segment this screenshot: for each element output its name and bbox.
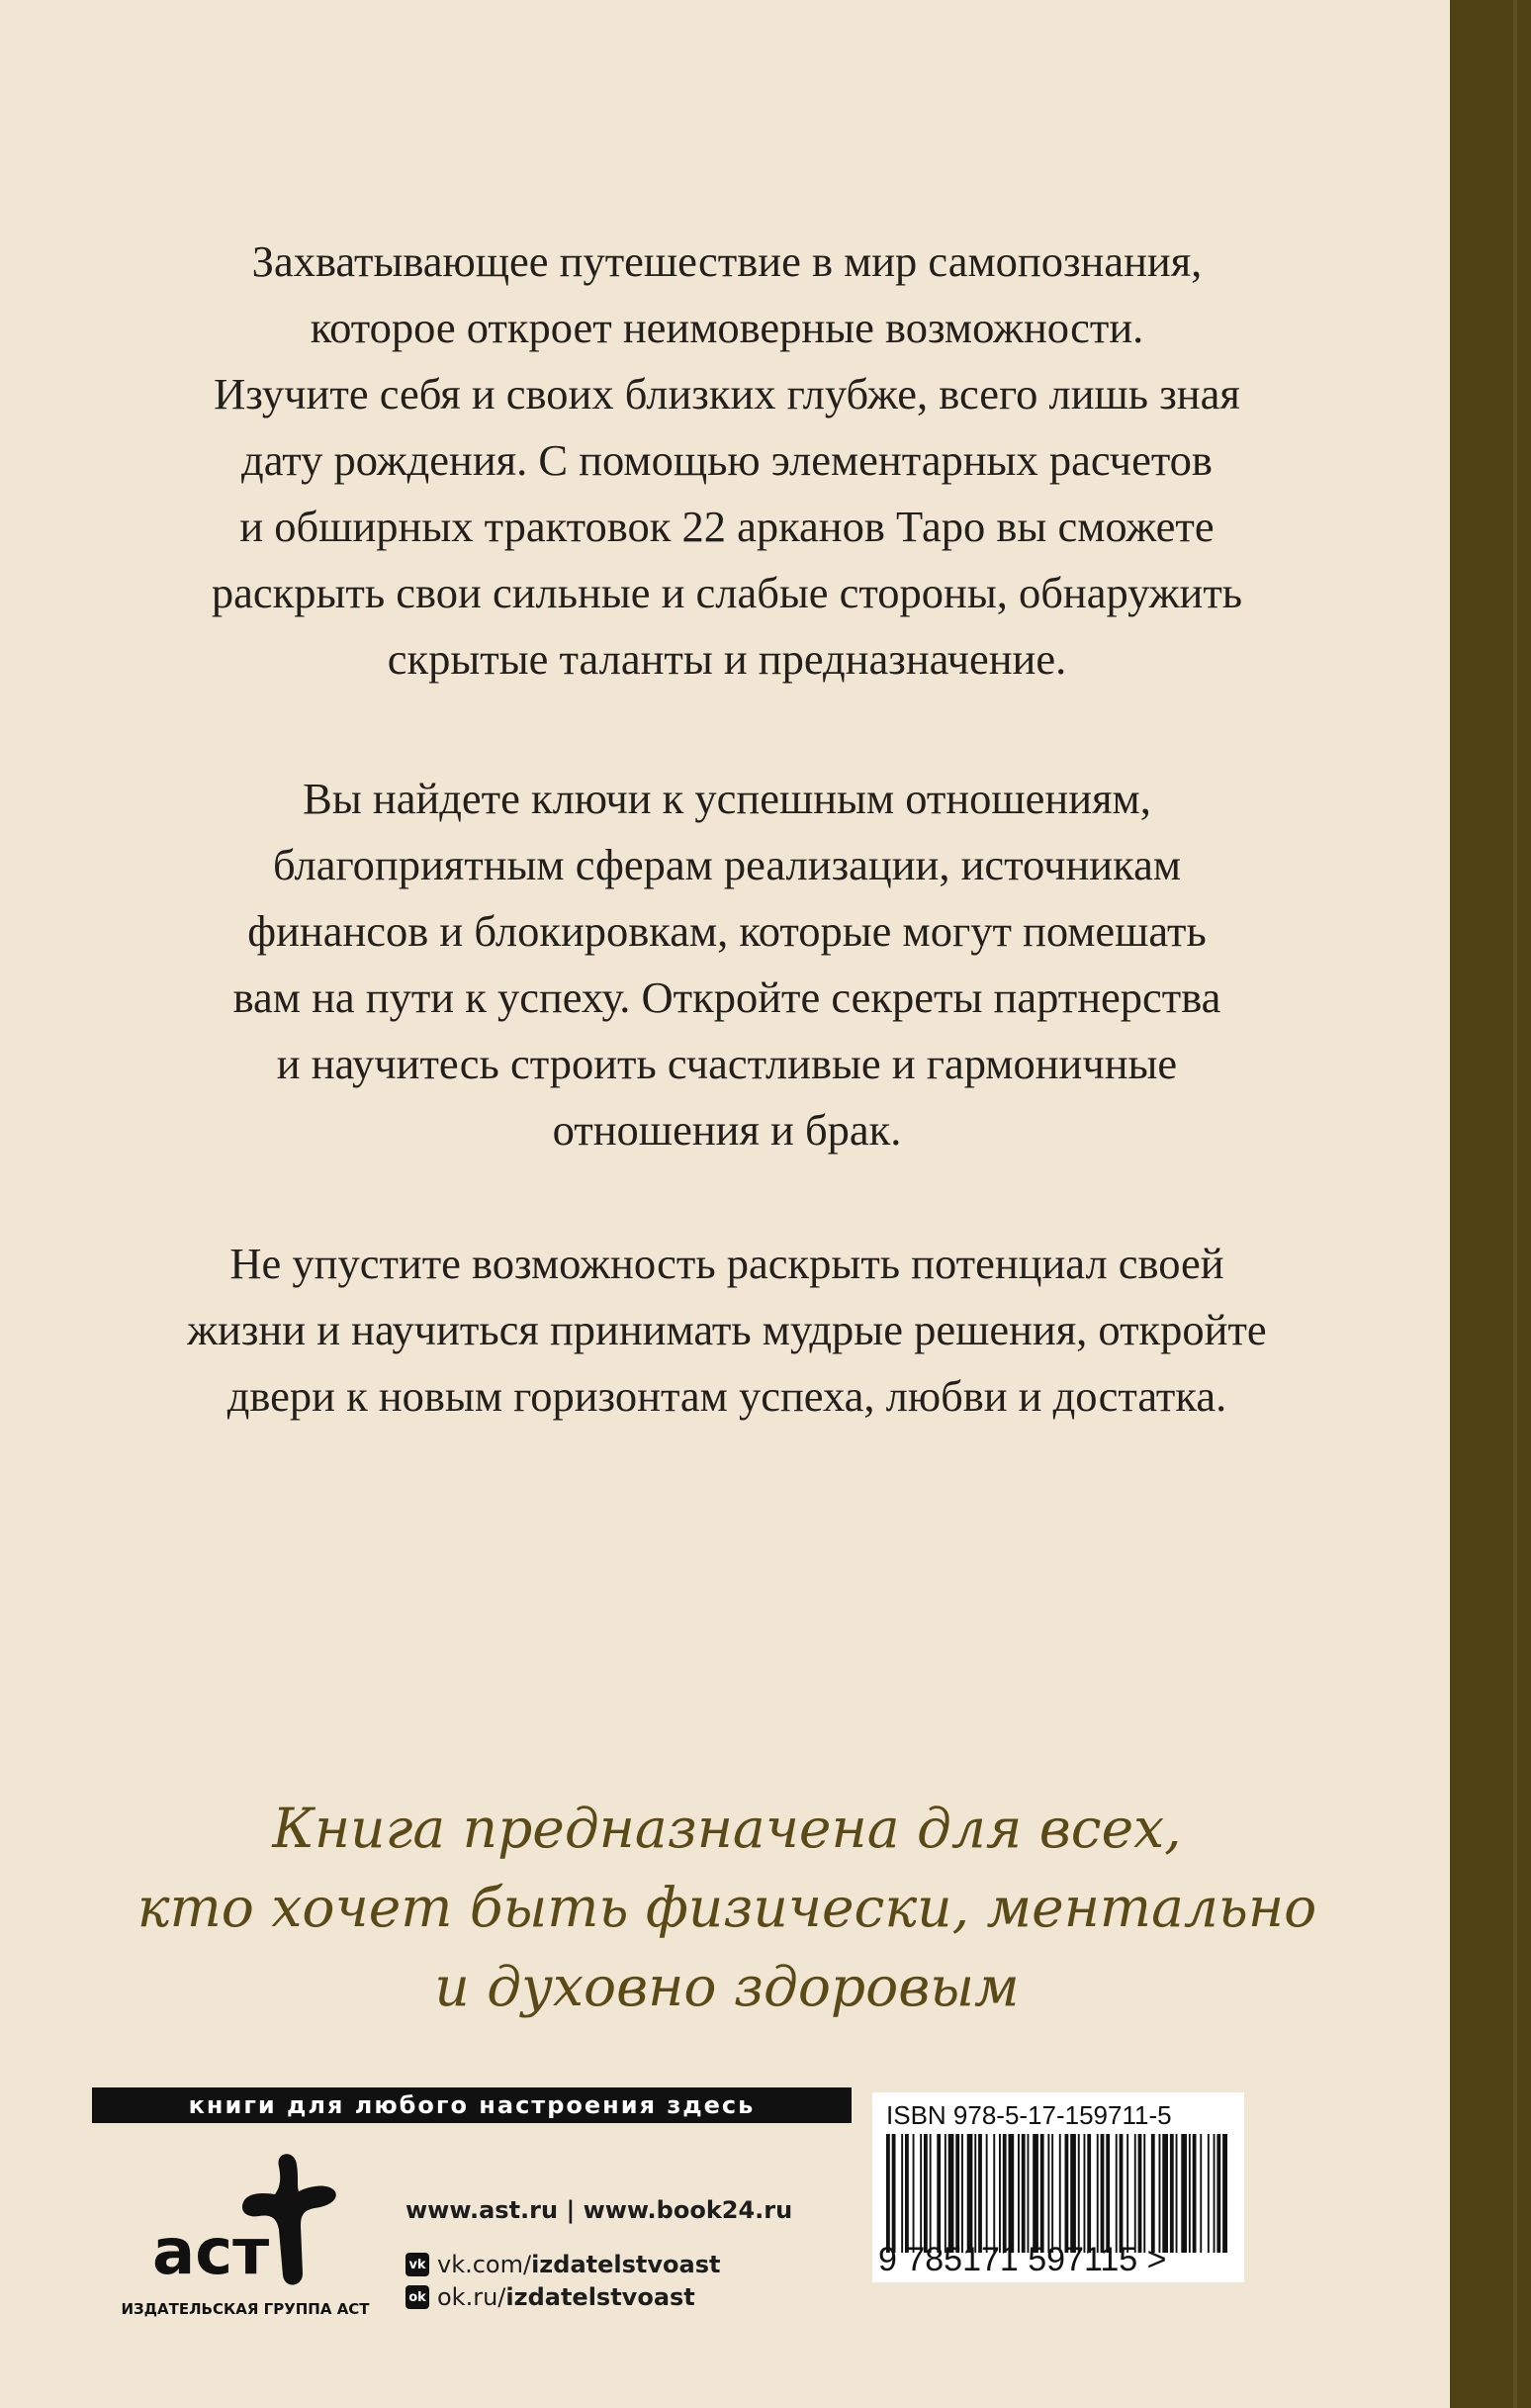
- barcode-bar: [1040, 2134, 1044, 2253]
- barcode-bar: [948, 2134, 954, 2253]
- barcode-bar: [1134, 2134, 1136, 2253]
- social-handle: izdatelstvoast: [505, 2283, 695, 2311]
- barcode-bar: [1189, 2134, 1191, 2253]
- text-line: жизни и научиться принимать мудрые решения, откройте: [187, 1305, 1267, 1354]
- text-line: Изучите себя и своих близких глубже, всего лишь зная: [214, 369, 1240, 418]
- paragraph-2: [59, 766, 1395, 1163]
- barcode-bar: [1162, 2134, 1168, 2253]
- spine-edge-line: [1513, 0, 1517, 2408]
- barcode-bar: [1181, 2134, 1187, 2253]
- barcode-bar: [1143, 2134, 1145, 2253]
- text-line: скрытые таланты и предназначение.: [387, 634, 1067, 684]
- text-line: отношения и брак.: [552, 1105, 902, 1155]
- tagline-line: кто хочет быть физически, ментально: [136, 1876, 1317, 1939]
- barcode-bar: [1116, 2134, 1118, 2253]
- barcode-bar: [1097, 2134, 1099, 2253]
- slogan-bar: книги для любого настроения здесь: [92, 2087, 852, 2123]
- barcode-block: [872, 2092, 1244, 2282]
- text-line: двери к новым горизонтам успеха, любви и достатка.: [226, 1371, 1227, 1421]
- barcode-bar: [1200, 2134, 1202, 2253]
- barcode-bar: [886, 2134, 890, 2253]
- barcode-bar: [1065, 2134, 1069, 2253]
- text-line: Не упустите возможность раскрыть потенциал своей: [229, 1239, 1224, 1288]
- barcode-bar: [1028, 2134, 1030, 2253]
- ean-digits: 9 785171 597115 >: [878, 2241, 1167, 2278]
- barcode-bar: [937, 2134, 941, 2253]
- publisher-imprint: ИЗДАТЕЛЬСКАЯ ГРУППА АСТ: [121, 2300, 370, 2318]
- barcode-bar: [1051, 2134, 1053, 2253]
- barcode-bar: [1176, 2134, 1178, 2253]
- barcode-bar: [999, 2134, 1001, 2253]
- barcode-bar: [1033, 2134, 1038, 2253]
- barcode-bar: [1214, 2134, 1216, 2253]
- social-link-ok[interactable]: [405, 2283, 695, 2311]
- text-line: которое откроет неимоверные возможности.: [310, 303, 1144, 352]
- barcode-bar: [1170, 2134, 1174, 2253]
- barcode-bar: [945, 2134, 946, 2253]
- barcode-bar: [1208, 2134, 1210, 2253]
- barcode-bar: [1120, 2134, 1124, 2253]
- text-line: и обширных трактовок 22 арканов Таро вы сможете: [239, 502, 1215, 551]
- ok-icon: ok: [405, 2285, 429, 2309]
- barcode-bar: [905, 2134, 909, 2253]
- barcode-bar: [961, 2134, 963, 2253]
- text-line: раскрыть свои сильные и слабые стороны, обнаружить: [211, 568, 1243, 617]
- social-domain: ok.ru/: [437, 2283, 506, 2311]
- paragraph-3: [59, 1231, 1395, 1430]
- barcode-bar: [1084, 2134, 1086, 2253]
- barcode-icon: [886, 2134, 1227, 2253]
- barcode-bar: [1138, 2134, 1142, 2253]
- barcode-bar: [1003, 2134, 1007, 2253]
- barcode-bar: [1018, 2134, 1020, 2253]
- barcode-bar: [974, 2134, 976, 2253]
- text-line: дату рождения. С помощью элементарных расчетов: [241, 435, 1213, 485]
- barcode-bar: [901, 2134, 903, 2253]
- social-domain: vk.com/: [437, 2251, 532, 2278]
- barcode-bar: [1222, 2134, 1227, 2253]
- barcode-bar: [1106, 2134, 1110, 2253]
- barcode-bar: [1151, 2134, 1155, 2253]
- barcode-bar: [920, 2134, 922, 2253]
- social-handle: izdatelstvoast: [531, 2251, 721, 2278]
- barcode-bar: [1101, 2134, 1105, 2253]
- barcode-bar: [930, 2134, 932, 2253]
- barcode-bar: [913, 2134, 915, 2253]
- barcode-bar: [978, 2134, 982, 2253]
- barcode-bar: [1047, 2134, 1049, 2253]
- text-line: Захватывающее путешествие в мир самопознания,: [251, 236, 1203, 286]
- barcode-bar: [986, 2134, 988, 2253]
- ast-logo-icon: [148, 2147, 351, 2295]
- text-line: благоприятным сферам реализации, источникам: [273, 840, 1181, 889]
- barcode-bar: [1126, 2134, 1128, 2253]
- isbn-text: ISBN 978-5-17-159711-5: [886, 2100, 1172, 2130]
- barcode-bar: [1159, 2134, 1161, 2253]
- barcode-bar: [993, 2134, 995, 2253]
- barcode-bar: [892, 2134, 896, 2253]
- websites-text[interactable]: www.ast.ru | www.book24.ru: [405, 2196, 793, 2224]
- text-line: и научитесь строить счастливые и гармоничные: [276, 1039, 1178, 1088]
- barcode-bar: [955, 2134, 959, 2253]
- barcode-bar: [1022, 2134, 1026, 2253]
- barcode-bar: [1087, 2134, 1091, 2253]
- logo-mark: аст: [152, 2216, 270, 2289]
- barcode-bar: [1009, 2134, 1015, 2253]
- barcode-bar: [967, 2134, 973, 2253]
- barcode-bar: [1193, 2134, 1197, 2253]
- text-line: Вы найдете ключи к успешным отношениям,: [303, 774, 1151, 823]
- social-link-vk[interactable]: [405, 2251, 720, 2278]
- barcode-bar: [924, 2134, 928, 2253]
- tagline-line: Книга предназначена для всех,: [272, 1797, 1182, 1860]
- barcode-bar: [1070, 2134, 1076, 2253]
- barcode-bar: [1078, 2134, 1080, 2253]
- text-line: финансов и блокировкам, которые могут помешать: [247, 906, 1207, 956]
- tagline-line: и духовно здоровым: [434, 1955, 1020, 2018]
- barcode-bar: [1216, 2134, 1220, 2253]
- paragraph-1: [59, 229, 1395, 693]
- vk-icon: vk: [405, 2253, 429, 2276]
- spine-band: [1450, 0, 1531, 2408]
- text-line: вам на пути к успеху. Откройте секреты партнерства: [232, 972, 1221, 1022]
- barcode-bar: [1059, 2134, 1061, 2253]
- tagline: [59, 1789, 1395, 2026]
